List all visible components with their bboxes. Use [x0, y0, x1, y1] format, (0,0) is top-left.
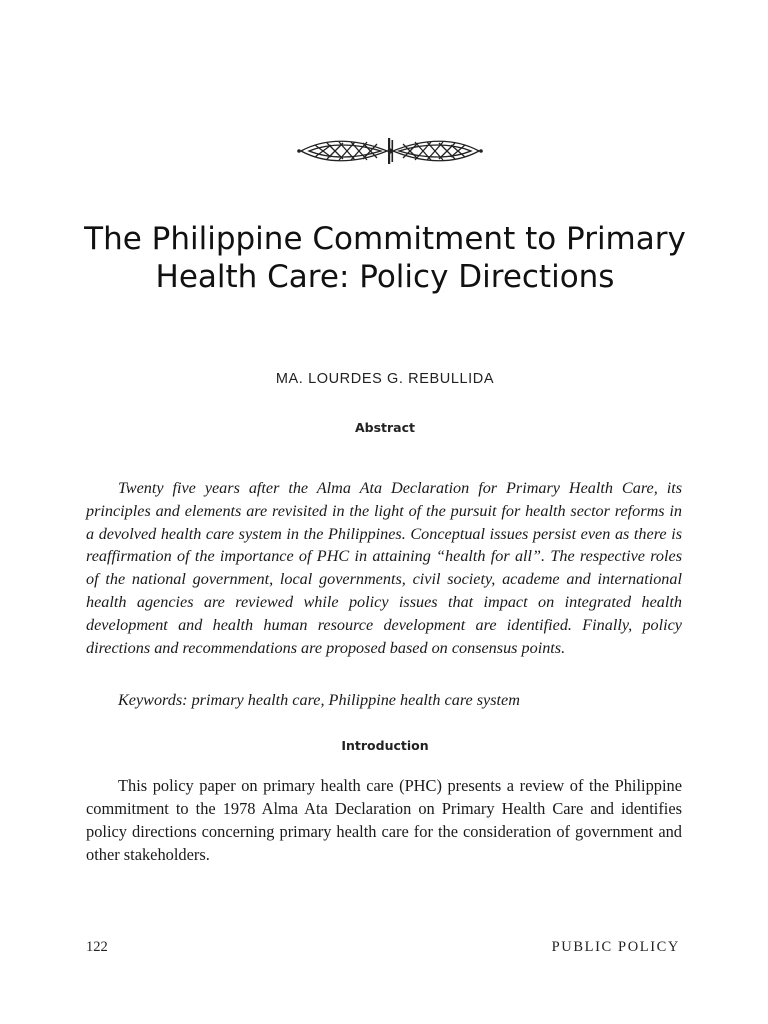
page-number: 122: [86, 939, 108, 955]
introduction-heading: Introduction: [341, 738, 429, 753]
abstract-text: Twenty five years after the Alma Ata Declaration for Primary Health Care, its principles and elements are revisited in the light of the pursuit for health sector reforms in a devolved health care system in the Philippines. Conceptual issues persist even as there is reaffirmation of the importance of PHC in attaining “health for all”. The respective roles of the national government, local governments, civil society, academe and international health agencies are reviewed while policy issues that impact on integrated health development and health human resource development are identified. Finally, policy directions and recommendations are proposed based on consensus points.: [86, 479, 682, 657]
abstract-paragraph: [86, 477, 682, 659]
paper-title: The Philippine Commitment to Primary Health Care: Policy Directions: [84, 221, 686, 295]
introduction-text: This policy paper on primary health care (PHC) presents a review of the Philippine commitment to the 1978 Alma Ata Declaration on Primary Health Care and identifies policy directions concerning primary health care for the consideration of government and other stakeholders.: [86, 776, 682, 864]
keywords-line: Keywords: primary health care, Philippine health care system: [118, 691, 520, 709]
abstract-heading: Abstract: [354, 420, 416, 435]
author-name: MA. LOURDES G. REBULLIDA: [275, 371, 495, 387]
decorative-floral-ornament-icon: [295, 134, 485, 168]
journal-running-head: PUBLIC POLICY: [551, 939, 680, 955]
introduction-paragraph: [86, 774, 682, 866]
